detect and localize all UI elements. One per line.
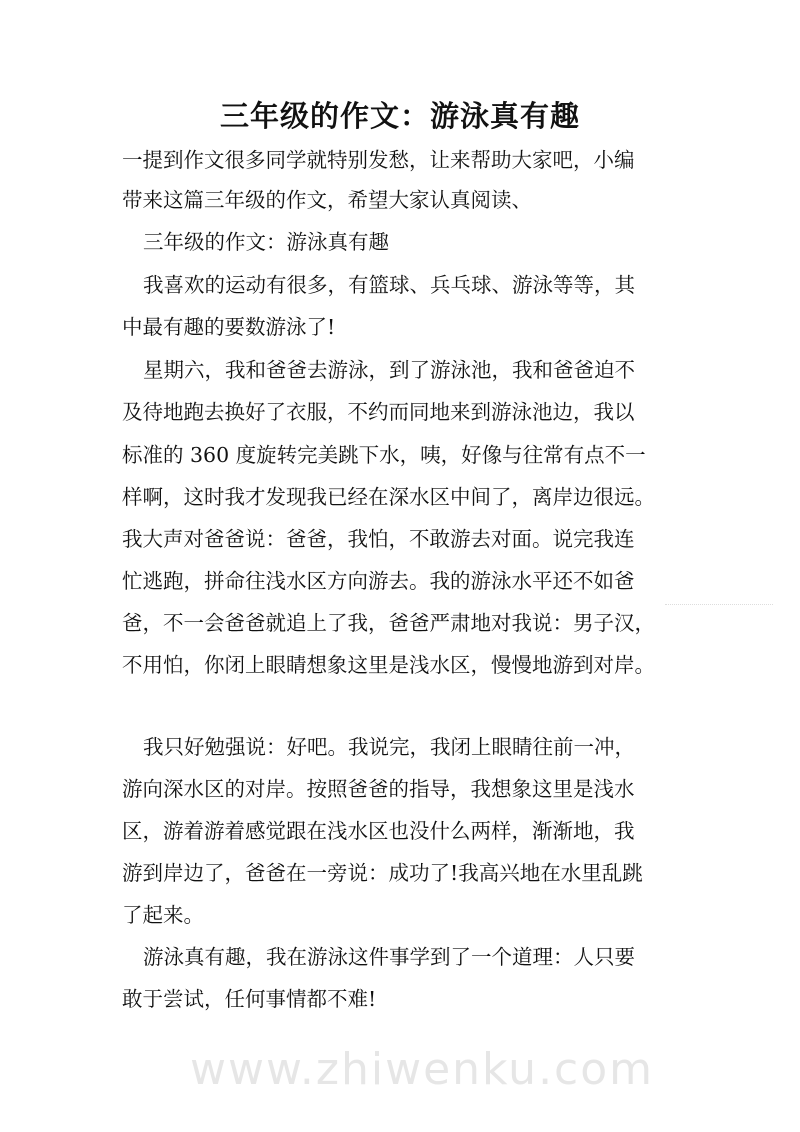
text-line: 游到岸边了，爸爸在一旁说：成功了!我高兴地在水里乱跳 — [122, 861, 643, 885]
text-line: 我喜欢的运动有很多，有篮球、兵乓球、游泳等等，其 — [143, 273, 635, 297]
text-line: 样啊，这时我才发现我已经在深水区中间了，离岸边很远。 — [122, 485, 655, 509]
text-line: 游泳真有趣，我在游泳这件事学到了一个道理：人只要 — [143, 945, 635, 969]
text-line: 星期六，我和爸爸去游泳，到了游泳池，我和爸爸迫不 — [143, 358, 635, 382]
text-line: 爸，不一会爸爸就追上了我，爸爸严肃地对我说：男子汉， — [122, 611, 655, 635]
text-line: 了起来。 — [122, 903, 204, 927]
text-line: 标准的 360 度旋转完美跳下水，咦，好像与往常有点不一 — [122, 443, 646, 467]
text-line: 我大声对爸爸说：爸爸，我怕，不敢游去对面。说完我连 — [122, 527, 635, 551]
text-line: 中最有趣的要数游泳了! — [122, 315, 336, 339]
watermark: www.zhiwenku.com — [190, 1044, 655, 1095]
page-title: 三年级的作文：游泳真有趣 — [219, 99, 580, 133]
text-line: 游向深水区的对岸。按照爸爸的指导，我想象这里是浅水 — [122, 777, 635, 801]
text-line: 忙逃跑，拼命往浅水区方向游去。我的游泳水平还不如爸 — [122, 569, 635, 593]
text-line: 三年级的作文：游泳真有趣 — [143, 230, 389, 254]
text-line: 及待地跑去换好了衣服，不约而同地来到游泳池边，我以 — [122, 400, 635, 424]
text-line: 带来这篇三年级的作文，希望大家认真阅读、 — [122, 188, 532, 212]
text-line: 不用怕，你闭上眼睛想象这里是浅水区，慢慢地游到对岸。 — [122, 653, 655, 677]
text-line: 一提到作文很多同学就特别发愁，让来帮助大家吧，小编 — [122, 148, 635, 172]
text-line: 我只好勉强说：好吧。我说完，我闭上眼睛往前一冲， — [143, 735, 635, 759]
dotted-line — [665, 604, 773, 605]
text-line: 敢于尝试，任何事情都不难! — [122, 987, 377, 1011]
text-line: 区，游着游着感觉跟在浅水区也没什么两样，渐渐地，我 — [122, 819, 635, 843]
